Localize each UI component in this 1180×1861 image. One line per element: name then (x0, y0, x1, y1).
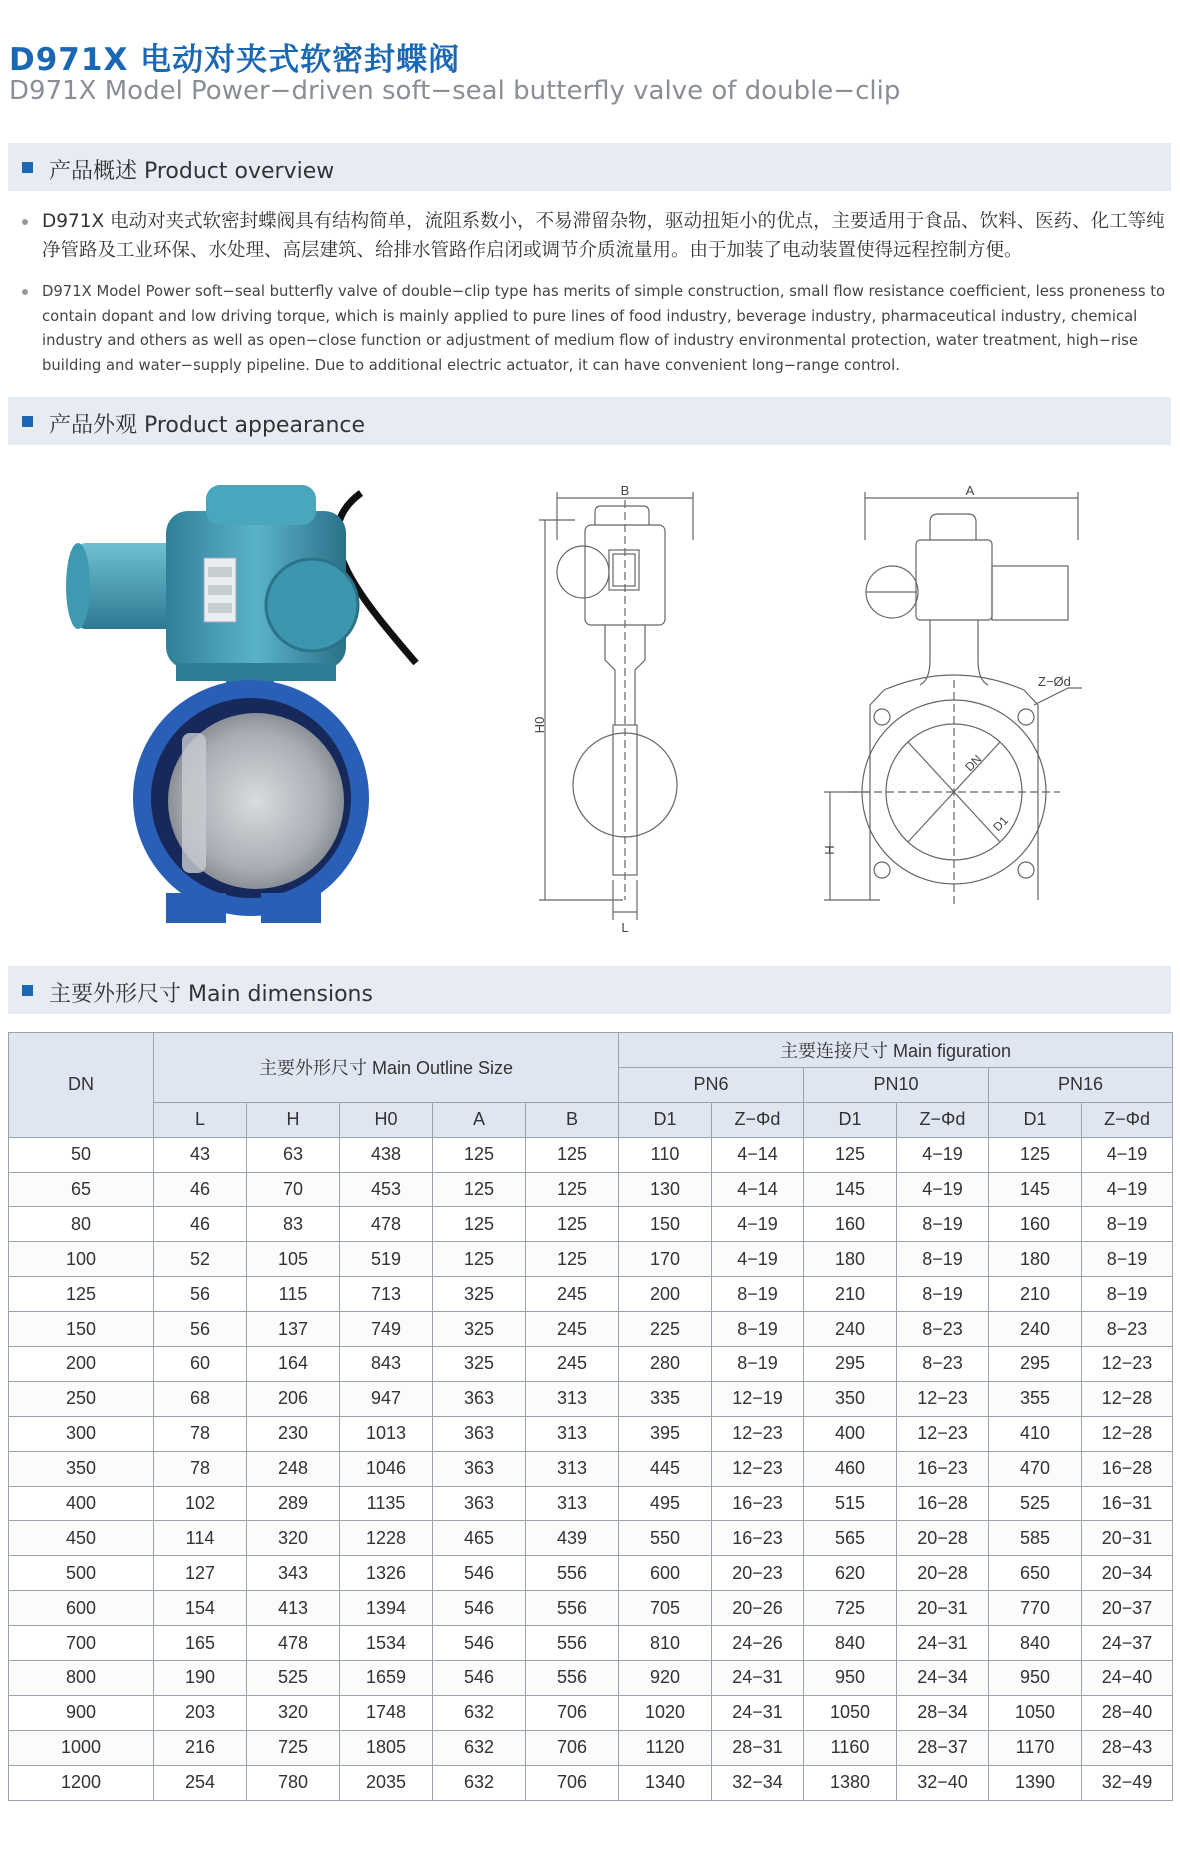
table-cell: 620 (804, 1556, 897, 1591)
table-cell: 650 (989, 1556, 1082, 1591)
table-cell: 725 (804, 1591, 897, 1626)
header-pn16: PN16 (989, 1067, 1173, 1102)
table-cell: 8−19 (897, 1207, 989, 1242)
table-cell: 24−40 (1082, 1661, 1173, 1696)
table-cell: 495 (619, 1486, 712, 1521)
table-cell: 8−19 (897, 1242, 989, 1277)
table-cell: 180 (804, 1242, 897, 1277)
table-row (9, 1451, 1173, 1486)
table-cell: 115 (247, 1277, 340, 1312)
table-cell: 16−28 (897, 1486, 989, 1521)
header-main-figuration: 主要连接尺寸 Main figuration (619, 1033, 1173, 1068)
table-cell: 8−19 (1082, 1242, 1173, 1277)
table-cell: 478 (340, 1207, 433, 1242)
table-cell: 706 (526, 1730, 619, 1765)
table-cell: 32−34 (712, 1765, 804, 1800)
table-cell: 556 (526, 1591, 619, 1626)
table-cell: 770 (989, 1591, 1082, 1626)
table-cell: 240 (989, 1312, 1082, 1347)
table-cell: 706 (526, 1695, 619, 1730)
dn-cell: 300 (9, 1416, 154, 1451)
table-cell: 355 (989, 1381, 1082, 1416)
table-cell: 210 (989, 1277, 1082, 1312)
table-cell: 8−19 (712, 1312, 804, 1347)
dn-cell: 900 (9, 1695, 154, 1730)
table-cell: 127 (154, 1556, 247, 1591)
table-cell: 20−31 (1082, 1521, 1173, 1556)
bullet-dot-icon (22, 219, 28, 225)
table-cell: 16−23 (712, 1486, 804, 1521)
table-cell: 245 (526, 1347, 619, 1382)
table-cell: 125 (804, 1137, 897, 1172)
table-cell: 240 (804, 1312, 897, 1347)
table-cell: 515 (804, 1486, 897, 1521)
table-row (9, 1172, 1173, 1207)
table-cell: 295 (804, 1347, 897, 1382)
table-cell: 20−31 (897, 1591, 989, 1626)
column-header: L (154, 1102, 247, 1137)
header-pn6: PN6 (619, 1067, 804, 1102)
table-row (9, 1591, 1173, 1626)
table-cell: 125 (989, 1137, 1082, 1172)
table-cell: 1805 (340, 1730, 433, 1765)
column-header: B (526, 1102, 619, 1137)
table-cell: 1135 (340, 1486, 433, 1521)
table-cell: 125 (433, 1137, 526, 1172)
table-cell: 43 (154, 1137, 247, 1172)
table-cell: 70 (247, 1172, 340, 1207)
column-header: A (433, 1102, 526, 1137)
dn-cell: 200 (9, 1347, 154, 1382)
table-row (9, 1347, 1173, 1382)
table-cell: 164 (247, 1347, 340, 1382)
table-cell: 225 (619, 1312, 712, 1347)
page-title: D971X 电动对夹式软密封蝶阀 (9, 42, 461, 78)
table-cell: 713 (340, 1277, 433, 1312)
table-cell: 20−28 (897, 1521, 989, 1556)
table-cell: 556 (526, 1661, 619, 1696)
dn-cell: 65 (9, 1172, 154, 1207)
table-cell: 24−34 (897, 1661, 989, 1696)
table-cell: 343 (247, 1556, 340, 1591)
table-cell: 395 (619, 1416, 712, 1451)
square-bullet-icon (22, 416, 33, 427)
table-cell: 20−34 (1082, 1556, 1173, 1591)
column-header: H0 (340, 1102, 433, 1137)
table-cell: 83 (247, 1207, 340, 1242)
table-row (9, 1730, 1173, 1765)
label-b: B (620, 483, 630, 498)
table-cell: 749 (340, 1312, 433, 1347)
dimensions-table (8, 1032, 1173, 1801)
table-row (9, 1695, 1173, 1730)
section-title-overview: 产品概述 Product overview (49, 159, 335, 184)
table-cell: 363 (433, 1416, 526, 1451)
dn-cell: 250 (9, 1381, 154, 1416)
dn-cell: 500 (9, 1556, 154, 1591)
table-cell: 160 (989, 1207, 1082, 1242)
table-cell: 110 (619, 1137, 712, 1172)
table-cell: 150 (619, 1207, 712, 1242)
label-a: A (965, 483, 975, 498)
column-header-row (9, 1102, 1173, 1137)
table-cell: 546 (433, 1626, 526, 1661)
table-cell: 950 (804, 1661, 897, 1696)
table-cell: 280 (619, 1347, 712, 1382)
table-cell: 1170 (989, 1730, 1082, 1765)
table-cell: 12−28 (1082, 1416, 1173, 1451)
table-cell: 950 (989, 1661, 1082, 1696)
table-cell: 125 (433, 1172, 526, 1207)
table-cell: 363 (433, 1451, 526, 1486)
table-cell: 585 (989, 1521, 1082, 1556)
table-cell: 20−23 (712, 1556, 804, 1591)
table-cell: 600 (619, 1556, 712, 1591)
square-bullet-icon (22, 985, 33, 996)
section-title-appearance: 产品外观 Product appearance (49, 413, 366, 438)
table-cell: 56 (154, 1277, 247, 1312)
table-cell: 12−23 (712, 1416, 804, 1451)
table-row (9, 1277, 1173, 1312)
product-photo (56, 463, 434, 931)
table-cell: 32−40 (897, 1765, 989, 1800)
table-row (9, 1242, 1173, 1277)
table-cell: 2035 (340, 1765, 433, 1800)
table-cell: 125 (526, 1172, 619, 1207)
table-cell: 20−26 (712, 1591, 804, 1626)
table-cell: 52 (154, 1242, 247, 1277)
table-cell: 180 (989, 1242, 1082, 1277)
table-cell: 438 (340, 1137, 433, 1172)
table-row (9, 1312, 1173, 1347)
table-cell: 137 (247, 1312, 340, 1347)
table-row (9, 1521, 1173, 1556)
table-cell: 102 (154, 1486, 247, 1521)
table-cell: 210 (804, 1277, 897, 1312)
table-cell: 439 (526, 1521, 619, 1556)
table-cell: 20−37 (1082, 1591, 1173, 1626)
overview-text-en: D971X Model Power soft−seal butterfly valve of double−clip type has merits of simple construction, small flow resistance coefficient, less proneness to contain dopant and low driving torque, which is mainly applied to pure lines of food industry, beverage industry, pharmaceutical industry, chemical industry and others as well as open−close function or adjustment of medium flow of industry environmental protection, water treatment, high−rise building and water−supply pipeline. Due to additional electric actuator, it can have convenient long−range control. (42, 283, 1166, 374)
table-cell: 245 (526, 1277, 619, 1312)
table-cell: 78 (154, 1416, 247, 1451)
table-cell: 1394 (340, 1591, 433, 1626)
section-header-dimensions (8, 966, 1171, 1014)
table-cell: 20−28 (897, 1556, 989, 1591)
section-title-dimensions: 主要外形尺寸 Main dimensions (49, 982, 373, 1007)
table-cell: 705 (619, 1591, 712, 1626)
table-cell: 12−19 (712, 1381, 804, 1416)
table-cell: 68 (154, 1381, 247, 1416)
table-cell: 8−23 (897, 1347, 989, 1382)
column-header: D1 (619, 1102, 712, 1137)
table-row (9, 1626, 1173, 1661)
table-cell: 16−23 (897, 1451, 989, 1486)
table-cell: 160 (804, 1207, 897, 1242)
table-cell: 245 (526, 1312, 619, 1347)
overview-paragraph-en (22, 280, 1172, 378)
table-row (9, 1486, 1173, 1521)
table-cell: 12−23 (712, 1451, 804, 1486)
table-cell: 28−43 (1082, 1730, 1173, 1765)
table-cell: 46 (154, 1172, 247, 1207)
section-header-overview (8, 143, 1171, 191)
header-outline-size: 主要外形尺寸 Main Outline Size (154, 1033, 619, 1103)
table-cell: 335 (619, 1381, 712, 1416)
table-cell: 12−23 (1082, 1347, 1173, 1382)
table-cell: 546 (433, 1591, 526, 1626)
table-cell: 1160 (804, 1730, 897, 1765)
table-cell: 410 (989, 1416, 1082, 1451)
table-cell: 810 (619, 1626, 712, 1661)
table-cell: 1050 (804, 1695, 897, 1730)
table-cell: 453 (340, 1172, 433, 1207)
table-cell: 363 (433, 1381, 526, 1416)
table-cell: 413 (247, 1591, 340, 1626)
table-cell: 28−37 (897, 1730, 989, 1765)
table-cell: 145 (804, 1172, 897, 1207)
table-cell: 325 (433, 1312, 526, 1347)
dn-cell: 100 (9, 1242, 154, 1277)
table-row (9, 1661, 1173, 1696)
table-cell: 947 (340, 1381, 433, 1416)
column-header: Z−Φd (712, 1102, 804, 1137)
table-cell: 546 (433, 1661, 526, 1696)
label-h: H (822, 845, 837, 855)
table-cell: 4−14 (712, 1172, 804, 1207)
table-cell: 320 (247, 1695, 340, 1730)
table-cell: 1326 (340, 1556, 433, 1591)
label-z-d: Z−Ød (1038, 674, 1071, 689)
table-cell: 706 (526, 1765, 619, 1800)
dn-cell: 50 (9, 1137, 154, 1172)
table-cell: 780 (247, 1765, 340, 1800)
dn-cell: 150 (9, 1312, 154, 1347)
table-cell: 1050 (989, 1695, 1082, 1730)
table-cell: 632 (433, 1730, 526, 1765)
dn-cell: 700 (9, 1626, 154, 1661)
table-cell: 8−19 (1082, 1277, 1173, 1312)
table-cell: 920 (619, 1661, 712, 1696)
table-cell: 200 (619, 1277, 712, 1312)
table-cell: 125 (526, 1242, 619, 1277)
page-subtitle: D971X Model Power−driven soft−seal butterfly valve of double−clip (9, 76, 901, 106)
table-cell: 546 (433, 1556, 526, 1591)
table-cell: 4−19 (712, 1242, 804, 1277)
table-cell: 190 (154, 1661, 247, 1696)
table-cell: 16−23 (712, 1521, 804, 1556)
table-row (9, 1416, 1173, 1451)
table-cell: 165 (154, 1626, 247, 1661)
column-header: Z−Φd (1082, 1102, 1173, 1137)
column-header: Z−Φd (897, 1102, 989, 1137)
table-cell: 24−31 (712, 1661, 804, 1696)
dn-cell: 1200 (9, 1765, 154, 1800)
table-cell: 4−14 (712, 1137, 804, 1172)
table-cell: 525 (247, 1661, 340, 1696)
dn-cell: 450 (9, 1521, 154, 1556)
table-cell: 24−37 (1082, 1626, 1173, 1661)
table-cell: 216 (154, 1730, 247, 1765)
column-header: D1 (804, 1102, 897, 1137)
table-row (9, 1137, 1173, 1172)
table-cell: 105 (247, 1242, 340, 1277)
table-cell: 125 (526, 1137, 619, 1172)
table-cell: 1228 (340, 1521, 433, 1556)
table-cell: 1013 (340, 1416, 433, 1451)
table-cell: 325 (433, 1277, 526, 1312)
header-dn: DN (9, 1033, 154, 1138)
table-cell: 525 (989, 1486, 1082, 1521)
table-cell: 325 (433, 1347, 526, 1382)
table-cell: 24−31 (897, 1626, 989, 1661)
table-cell: 130 (619, 1172, 712, 1207)
table-cell: 445 (619, 1451, 712, 1486)
table-cell: 125 (433, 1207, 526, 1242)
table-cell: 313 (526, 1416, 619, 1451)
table-cell: 460 (804, 1451, 897, 1486)
bullet-dot-icon (22, 289, 28, 295)
table-cell: 4−19 (897, 1137, 989, 1172)
table-cell: 725 (247, 1730, 340, 1765)
column-header: D1 (989, 1102, 1082, 1137)
table-cell: 125 (526, 1207, 619, 1242)
table-cell: 465 (433, 1521, 526, 1556)
table-cell: 4−19 (712, 1207, 804, 1242)
table-cell: 556 (526, 1556, 619, 1591)
table-cell: 632 (433, 1765, 526, 1800)
overview-paragraph-cn (22, 207, 1172, 265)
table-cell: 8−19 (897, 1277, 989, 1312)
table-cell: 1046 (340, 1451, 433, 1486)
table-cell: 8−19 (1082, 1207, 1173, 1242)
table-cell: 4−19 (1082, 1172, 1173, 1207)
front-view-drawing (820, 480, 1085, 920)
column-header: H (247, 1102, 340, 1137)
table-cell: 16−31 (1082, 1486, 1173, 1521)
table-cell: 632 (433, 1695, 526, 1730)
table-cell: 840 (804, 1626, 897, 1661)
label-dn: DN (962, 751, 985, 775)
table-cell: 206 (247, 1381, 340, 1416)
square-bullet-icon (22, 162, 33, 173)
table-cell: 125 (433, 1242, 526, 1277)
table-cell: 1534 (340, 1626, 433, 1661)
table-cell: 478 (247, 1626, 340, 1661)
table-cell: 1380 (804, 1765, 897, 1800)
table-cell: 313 (526, 1486, 619, 1521)
table-cell: 56 (154, 1312, 247, 1347)
table-cell: 295 (989, 1347, 1082, 1382)
overview-text-cn: D971X 电动对夹式软密封蝶阀具有结构简单，流阻系数小，不易滞留杂物，驱动扭矩小的优点，主要适用于食品、饮料、医药、化工等纯净管路及工业环保、水处理、高层建筑、给排水管路作启闭或调节介质流量用。由于加装了电动装置使得远程控制方便。 (42, 211, 1165, 261)
table-cell: 203 (154, 1695, 247, 1730)
table-cell: 28−34 (897, 1695, 989, 1730)
table-cell: 843 (340, 1347, 433, 1382)
dn-cell: 800 (9, 1661, 154, 1696)
table-cell: 32−49 (1082, 1765, 1173, 1800)
table-cell: 12−28 (1082, 1381, 1173, 1416)
table-cell: 363 (433, 1486, 526, 1521)
table-cell: 16−28 (1082, 1451, 1173, 1486)
table-row (9, 1765, 1173, 1800)
table-cell: 254 (154, 1765, 247, 1800)
table-cell: 248 (247, 1451, 340, 1486)
table-row (9, 1207, 1173, 1242)
table-cell: 1659 (340, 1661, 433, 1696)
table-cell: 470 (989, 1451, 1082, 1486)
table-cell: 60 (154, 1347, 247, 1382)
table-cell: 24−31 (712, 1695, 804, 1730)
table-cell: 400 (804, 1416, 897, 1451)
dn-cell: 350 (9, 1451, 154, 1486)
label-h0: H0 (532, 716, 547, 734)
table-cell: 8−23 (897, 1312, 989, 1347)
table-cell: 8−19 (712, 1277, 804, 1312)
label-l: L (621, 920, 629, 935)
table-cell: 170 (619, 1242, 712, 1277)
table-cell: 1120 (619, 1730, 712, 1765)
table-cell: 145 (989, 1172, 1082, 1207)
table-cell: 12−23 (897, 1381, 989, 1416)
table-cell: 519 (340, 1242, 433, 1277)
table-cell: 840 (989, 1626, 1082, 1661)
table-cell: 78 (154, 1451, 247, 1486)
table-cell: 556 (526, 1626, 619, 1661)
table-cell: 28−31 (712, 1730, 804, 1765)
table-cell: 1020 (619, 1695, 712, 1730)
table-cell: 28−40 (1082, 1695, 1173, 1730)
table-cell: 313 (526, 1381, 619, 1416)
table-cell: 8−19 (712, 1347, 804, 1382)
table-body (9, 1137, 1173, 1800)
table-cell: 289 (247, 1486, 340, 1521)
table-cell: 114 (154, 1521, 247, 1556)
table-cell: 1340 (619, 1765, 712, 1800)
table-cell: 565 (804, 1521, 897, 1556)
table-cell: 1390 (989, 1765, 1082, 1800)
table-cell: 350 (804, 1381, 897, 1416)
table-cell: 4−19 (1082, 1137, 1173, 1172)
table-row (9, 1556, 1173, 1591)
table-cell: 12−23 (897, 1416, 989, 1451)
dn-cell: 600 (9, 1591, 154, 1626)
dn-cell: 400 (9, 1486, 154, 1521)
table-cell: 24−26 (712, 1626, 804, 1661)
table-cell: 230 (247, 1416, 340, 1451)
table-cell: 63 (247, 1137, 340, 1172)
section-header-appearance (8, 397, 1171, 445)
table-cell: 550 (619, 1521, 712, 1556)
dn-cell: 80 (9, 1207, 154, 1242)
table-cell: 320 (247, 1521, 340, 1556)
table-cell: 313 (526, 1451, 619, 1486)
label-d1: D1 (990, 813, 1011, 835)
dn-cell: 1000 (9, 1730, 154, 1765)
header-pn10: PN10 (804, 1067, 989, 1102)
table-row (9, 1381, 1173, 1416)
table-cell: 154 (154, 1591, 247, 1626)
side-view-drawing (532, 480, 710, 940)
table-cell: 1748 (340, 1695, 433, 1730)
table-cell: 4−19 (897, 1172, 989, 1207)
table-cell: 46 (154, 1207, 247, 1242)
dn-cell: 125 (9, 1277, 154, 1312)
table-cell: 8−23 (1082, 1312, 1173, 1347)
